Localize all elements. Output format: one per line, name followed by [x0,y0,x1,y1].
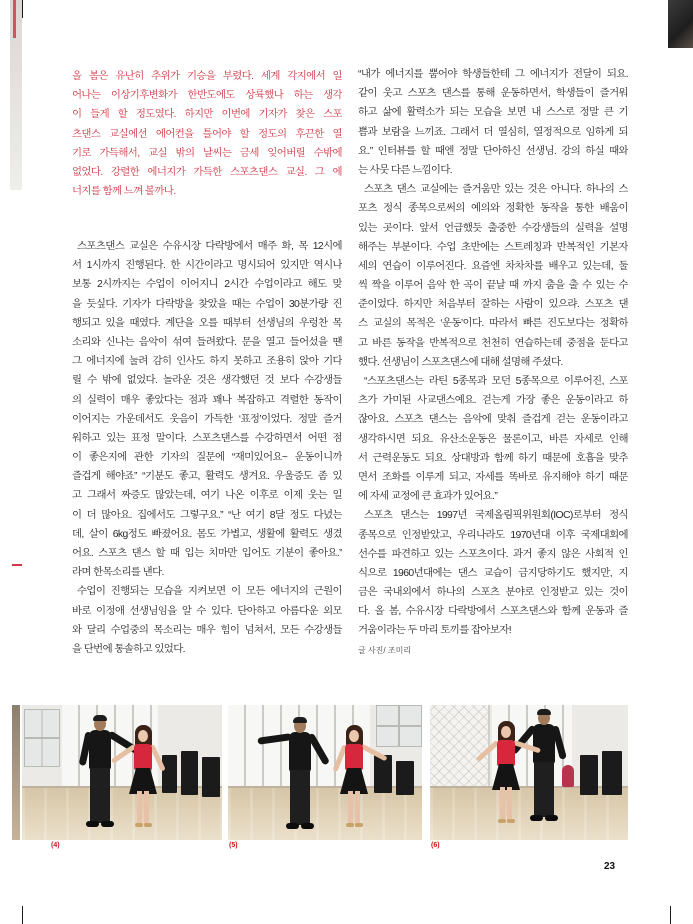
text-line: 보통 2시까지는 수업이 이어지니 2시간 수업이라고 해도 맞 [72,279,342,291]
paragraph [358,506,628,640]
dancer-woman [334,725,374,830]
leg [144,791,149,824]
dancer-woman [486,721,526,826]
crop-mark [22,906,23,924]
text-line: “내가 에너지를 뿜어야 학생들한테 그 에너지가 전달이 되요. [358,69,628,80]
speaker [396,761,414,795]
paragraph [358,65,628,180]
text-line: 식으로 1960년대에는 댄스 교습이 금지당하기도 했지만, 지 [358,567,628,579]
text-line: 선수를 파견하고 있는 스포츠이다. 과거 좋지 않은 사회적 인 [358,548,628,560]
section-marker [12,564,22,566]
dance-photo-6 [430,705,628,840]
studio-window [24,709,60,767]
fringe-skirt [129,768,157,794]
face [138,730,148,742]
page-number: 23 [604,861,616,872]
speaker [202,757,220,797]
text-line: 이 들게 할 정도였다. 하지만 이번에 기자가 찾은 스포 [72,109,342,121]
text-line: 는 사뭇 다른 느낌이다. [358,164,453,176]
leg [348,791,353,824]
text-line: 잖아요. 스포츠 댄스는 음악에 맞춰 즐겁게 걷는 운동이라고 [358,414,628,426]
photo-caption: (4) [51,842,60,849]
leg [544,762,554,817]
red-top [497,740,515,766]
photo-text-credit: 글 사진/ 조미리 [358,645,412,655]
torso [89,730,111,770]
leg [290,770,300,825]
shoe [86,821,99,827]
leg [355,791,360,824]
text-line: 기로 가득해서, 교실 밖의 날씨는 금세 잊어버릴 수밖에 [72,147,342,159]
text-line: 면서 조화를 이루게 되고, 자세를 똑바로 유지해야 하기 때문 [358,471,628,483]
text-line: 그 에너지에 눌려 감히 인사도 하지 못하고 조용히 앉아 기다 [72,356,342,368]
fringe-skirt [492,764,520,790]
shoe [355,823,363,827]
text-line: 츠댄스 교실에선 에어컨을 틀어야 할 정도의 후끈한 열 [72,128,342,140]
hair [537,709,551,715]
text-line: 고 그래서 짜증도 많았는데, 여기 나온 이후로 이제 웃는 일 [72,490,342,502]
text-line: 너지를 함께 느껴 볼까나. [72,186,176,198]
torso [289,732,311,772]
text-line: 에 자세 교정에 큰 효과가 있어요.” [358,491,498,503]
text-line: 즐겁게 해야죠” “기분도 좋고, 활력도 생겨요. 우울증도 좀 있 [72,471,342,483]
right-column-body [358,65,628,660]
text-line: 서 근력운동도 되요. 상대방과 함께 하기 때문에 호흡을 맞추 [358,452,628,464]
text-line: 금은 국내외에서 하나의 스포츠 분야로 인정받고 있는 것이 [358,587,628,599]
top-right-photo-edge [668,0,693,48]
shoe [507,819,515,823]
text-line: 해주는 부분이다. 수업 초반에는 스트레칭과 반복적인 기본자 [358,241,628,253]
shoe [101,821,114,827]
text-line: 바로 이정애 선생님임을 알 수 있다. 단아하고 아름다운 외모 [72,605,342,617]
text-line: 소리와 신나는 음악이 섞여 들려왔다. 문을 열고 들어섰을 땐 [72,336,342,348]
text-line: 포츠 정식 종목으로써의 예의와 정확한 동작을 통한 배움이 [358,203,628,215]
leg [100,768,110,823]
paragraph [358,372,628,506]
text-line: 종목으로 인정받았고, 우리나라도 1970년대 이후 국제대회에 [358,529,628,541]
shoe [346,823,354,827]
shoe [498,819,506,823]
text-line: 이어지는 가운데서도 웃음이 가득한 ‘표정’이었다. 정말 즐거 [72,413,342,425]
bottom-left-photo-edge [12,705,20,840]
text-line: 어나는 이상기후변화가 한반도에도 상륙했나 하는 생각 [72,90,342,102]
text-line: 없었다. 강렬한 에너지가 가득한 스포츠댄스 교실. 그 에 [72,166,342,178]
text-line: 거움이라는 두 마리 토끼를 잡아보자! [358,625,511,637]
leg [137,791,142,824]
shoe [135,823,143,827]
face [501,726,511,738]
text-line: 스포츠댄스 교실은 수유시장 다락방에서 매주 화, 목 12시에 [77,241,342,252]
shoe [301,823,314,829]
torso [533,724,555,764]
text-line: 쁨과 보람을 느끼죠. 그래서 더 열심히, 열정적으로 임하게 되 [358,126,628,138]
text-line: 와 달리 수업중의 목소리는 매우 힘이 넘쳐서, 모든 수강생들 [72,624,342,636]
speaker [162,755,177,793]
text-line: 생각하시면 되요. 유산소운동은 물론이고, 바른 자세로 인해 [358,433,628,445]
text-line: 라며 한목소리를 낸다. [72,567,164,579]
text-line: 고 바른 동작을 반복적으로 천천히 연습하는데 중점을 둔다고 [358,337,628,349]
text-line: 수업이 진행되는 모습을 지켜보면 이 모든 에너지의 근원이 [77,586,342,598]
top-left-photo-edge [10,0,22,190]
hair [93,715,107,721]
text-line: 요.” 인터뷰를 할 때엔 정말 단아하신 선생님. 강의 하실 때와 [358,145,628,157]
leg [300,770,310,825]
speaker [602,751,622,795]
left-column-body [72,237,342,659]
face [349,730,359,742]
text-line: 있는 곳이다. 앞서 언급했듯 출중한 수강생들의 실력을 설명 [358,222,628,234]
crop-mark [670,906,671,924]
text-line: 다. 올 봄, 수유시장 다락방에서 스포츠댄스와 함께 운동과 즐 [358,606,628,618]
shoe [545,815,558,821]
text-line: 츠가 가미된 사교댄스예요. 걷는게 가장 좋은 운동이라고 하 [358,395,628,407]
text-line: 을 듯싶다. 기자가 다락방을 찾았을 때는 수업이 30분가량 진 [72,298,342,310]
speaker [580,755,598,795]
dancer-man [78,715,122,830]
text-line: 서 1시까지 진행된다. 한 시간이라고 명시되어 있지만 역시나 [72,260,342,272]
text-line: 스포츠 댄스 교실에는 즐거움만 있는 것은 아니다. 하나의 스 [364,184,628,196]
red-top [134,744,152,770]
intro-text [72,67,342,201]
fringe-skirt [340,768,368,794]
leg [500,787,505,820]
text-line: 스 교실의 목적은 ‘운동’이다. 따라서 빠른 진도보다는 정확하 [358,318,628,330]
text-line: 준이었다. 하지만 처음부터 잘하는 사람이 있으랴. 스포츠 댄 [358,299,628,311]
crop-mark [22,0,23,18]
text-line: 하고 삶에 활력소가 되는 모습을 보면 내 스스로 정말 큰 기 [358,107,628,119]
paragraph [358,180,628,372]
text-line: 어요. 스포츠 댄스 할 때 입는 치마만 입어도 기분이 좋아요.” [72,548,342,559]
text-line: 행되고 있을 때였다. 계단을 오를 때부터 선생님의 우렁찬 목 [72,317,342,329]
shoe [144,823,152,827]
text-line: 릴 수 밖에 없었다. 놀라운 것은 생각했던 것 보다 수강생들 [72,375,342,387]
photo-caption: (5) [229,842,238,849]
text-line: 을 단번에 통솔하고 있었다. [72,643,185,655]
text-line: “스포츠댄스는 라틴 5종목과 모던 5종목으로 이루어진, 스포 [364,376,628,387]
text-line: 이 좋은지에 관한 기자의 질문에 “재미있어요~ 운동이니까 [72,452,342,464]
text-line: 의 실력이 매우 좋았다는 점과 꽤나 복잡하고 격렬한 동작이 [72,394,342,406]
text-line: 데, 살이 6kg정도 빠졌어요. 몸도 가볍고, 생활에 활력도 생겼 [72,528,342,540]
leg [507,787,512,820]
text-line: 올 봄은 유난히 추위가 기승을 부렸다. 세계 각지에서 일 [72,71,342,82]
decorated-door [430,705,490,791]
speaker [181,751,198,795]
studio-floor [228,786,422,840]
text-line: 세의 연습이 이루어진다. 요즘엔 차차차를 배우고 있는데, 둘 [358,260,628,272]
hair [293,717,307,723]
text-line: 워하고 있는 표정 말이다. 스포츠댄스를 수강하면서 어떤 점 [72,432,342,444]
text-line: 스포츠 댄스는 1997년 국제올림픽위원회(IOC)로부터 정식 [364,510,628,522]
leg [534,762,544,817]
photo-caption: (6) [431,842,440,849]
leg [90,768,100,823]
top-left-red-accent [13,0,16,38]
dance-photo-5 [228,705,422,840]
studio-window [376,705,422,747]
text-line: 같이 웃고 스포츠 댄스를 통해 운동하면서, 학생들이 즐거워 [358,88,628,100]
paragraph [72,67,342,201]
paragraph [72,582,342,659]
shoe [286,823,299,829]
dancer-man [278,717,322,832]
text-line: 씩 짝을 이루어 음악 한 곡이 끝날 때 까지 춤을 출 수 있는 수 [358,280,628,292]
dancer-man [522,709,566,824]
red-top [345,744,363,770]
paragraph [72,237,342,582]
dancer-woman [123,725,163,830]
dance-photo-4 [22,705,222,840]
text-line: 했다. 선생님이 스포츠댄스에 대해 설명해 주셨다. [358,356,563,368]
shoe [530,815,543,821]
text-line: 이 더 많아요. 집에서도 그렇구요.” “난 여기 8달 정도 다녔는 [72,509,342,521]
